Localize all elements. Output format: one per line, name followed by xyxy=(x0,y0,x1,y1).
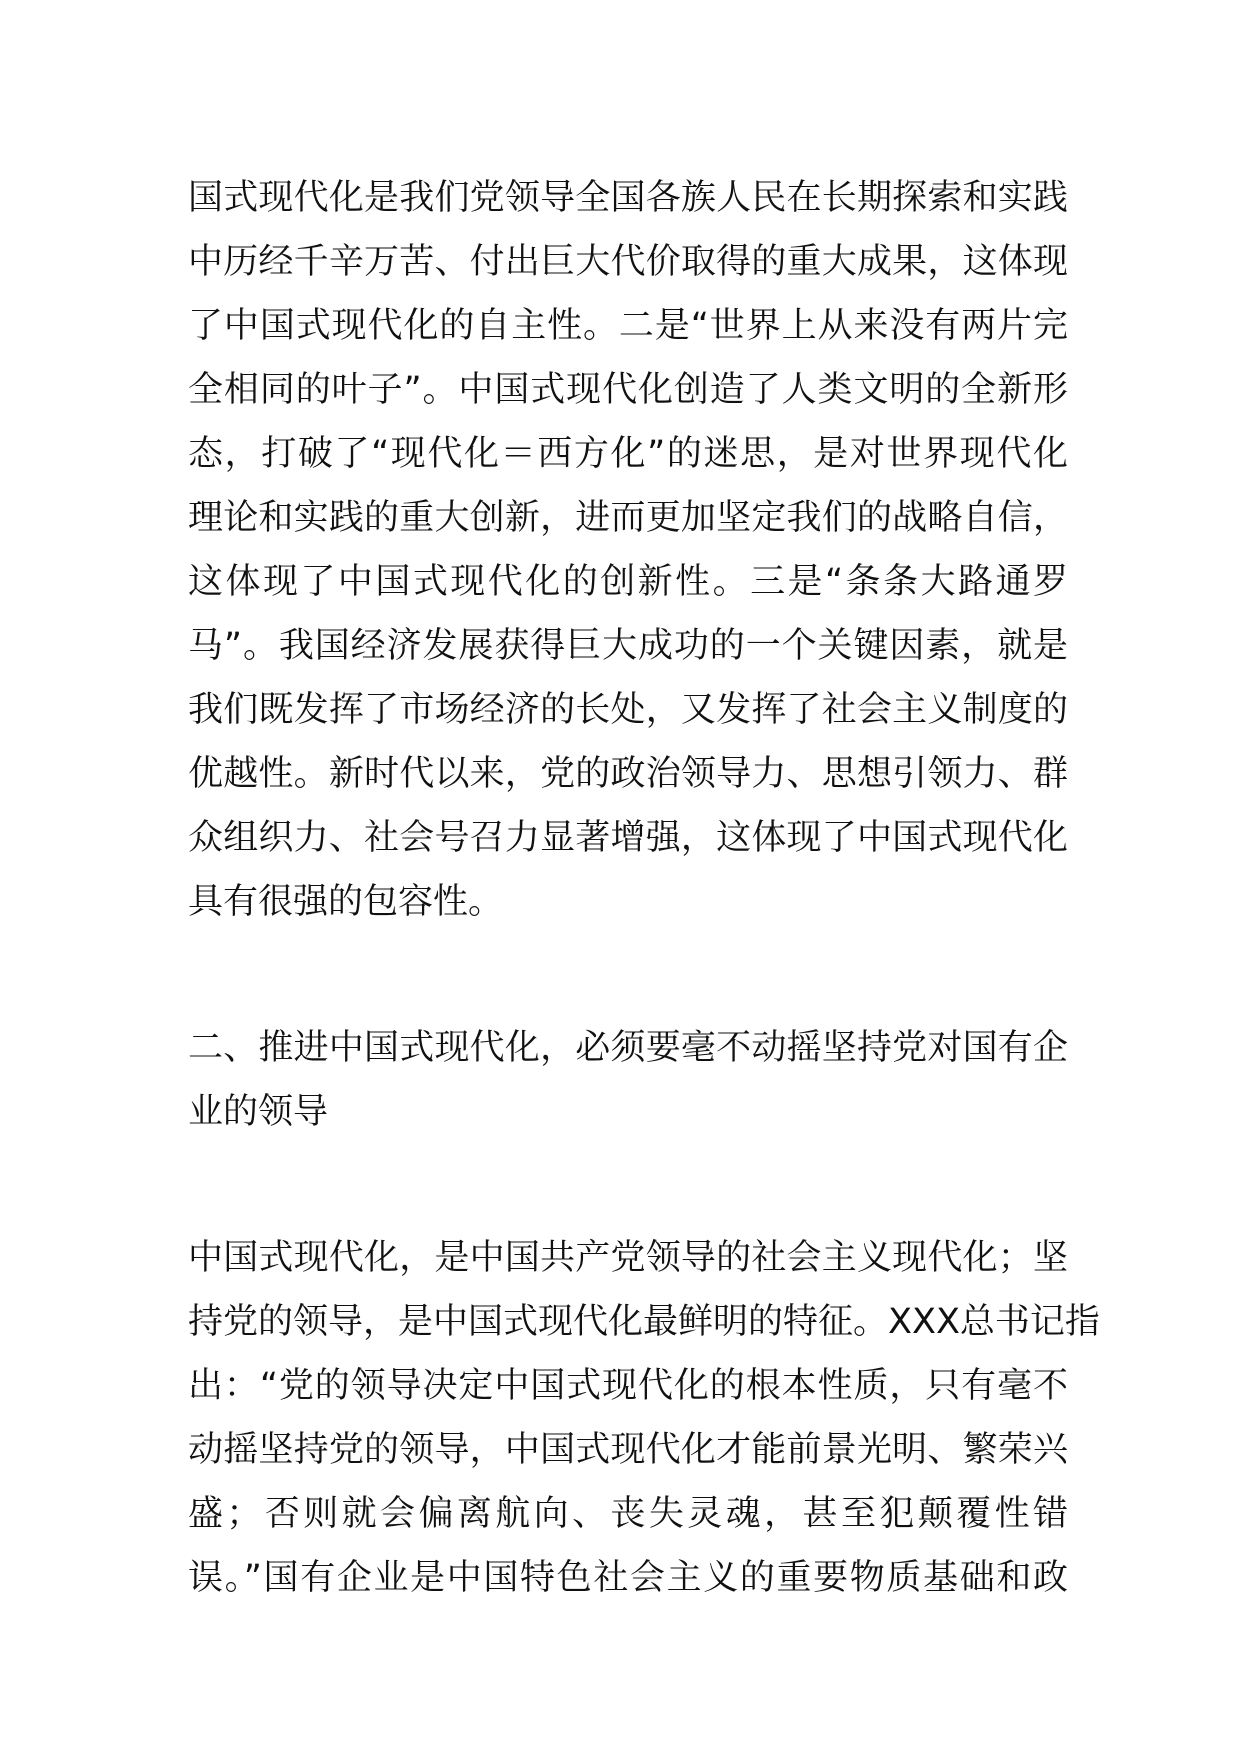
section-heading xyxy=(188,1016,1068,1144)
paragraph-line: 这体现了中国式现代化的创新性。三是“条条大路通罗 xyxy=(188,562,1068,602)
paragraph-line: 了中国式现代化的自主性。二是“世界上从来没有两片完 xyxy=(188,306,1068,346)
paragraph-line: 理论和实践的重大创新，进而更加坚定我们的战略自信， xyxy=(188,498,1068,538)
paragraph-line: 出：“党的领导决定中国式现代化的根本性质，只有毫不 xyxy=(188,1366,1068,1406)
heading-line: 业的领导 xyxy=(188,1092,329,1132)
paragraph-line: 具有很强的包容性。 xyxy=(188,882,504,922)
paragraph-line: 国式现代化是我们党领导全国各族人民在长期探索和实践 xyxy=(188,178,1068,218)
body-paragraph-2 xyxy=(188,1226,1100,1610)
paragraph-line: 优越性。新时代以来，党的政治领导力、思想引领力、群 xyxy=(188,754,1068,794)
paragraph-line: 态，打破了“现代化＝西方化”的迷思，是对世界现代化 xyxy=(188,434,1068,474)
paragraph-line: 中国式现代化，是中国共产党领导的社会主义现代化；坚 xyxy=(188,1238,1068,1278)
paragraph-line: 马”。我国经济发展获得巨大成功的一个关键因素，就是 xyxy=(188,626,1068,666)
paragraph-line: 盛；否则就会偏离航向、丧失灵魂，甚至犯颠覆性错 xyxy=(188,1494,1068,1534)
paragraph-line: 持党的领导，是中国式现代化最鲜明的特征。XXX总书记指 xyxy=(188,1302,1100,1342)
body-paragraph-1 xyxy=(188,166,1068,934)
paragraph-line: 我们既发挥了市场经济的长处，又发挥了社会主义制度的 xyxy=(188,690,1068,730)
paragraph-line: 众组织力、社会号召力显著增强，这体现了中国式现代化 xyxy=(188,818,1068,858)
heading-line: 二、推进中国式现代化，必须要毫不动摇坚持党对国有企 xyxy=(188,1028,1068,1068)
paragraph-line: 全相同的叶子”。中国式现代化创造了人类文明的全新形 xyxy=(188,370,1068,410)
paragraph-line: 中历经千辛万苦、付出巨大代价取得的重大成果，这体现 xyxy=(188,242,1068,282)
paragraph-line: 动摇坚持党的领导，中国式现代化才能前景光明、繁荣兴 xyxy=(188,1430,1068,1470)
paragraph-line: 误。”国有企业是中国特色社会主义的重要物质基础和政 xyxy=(188,1558,1068,1598)
